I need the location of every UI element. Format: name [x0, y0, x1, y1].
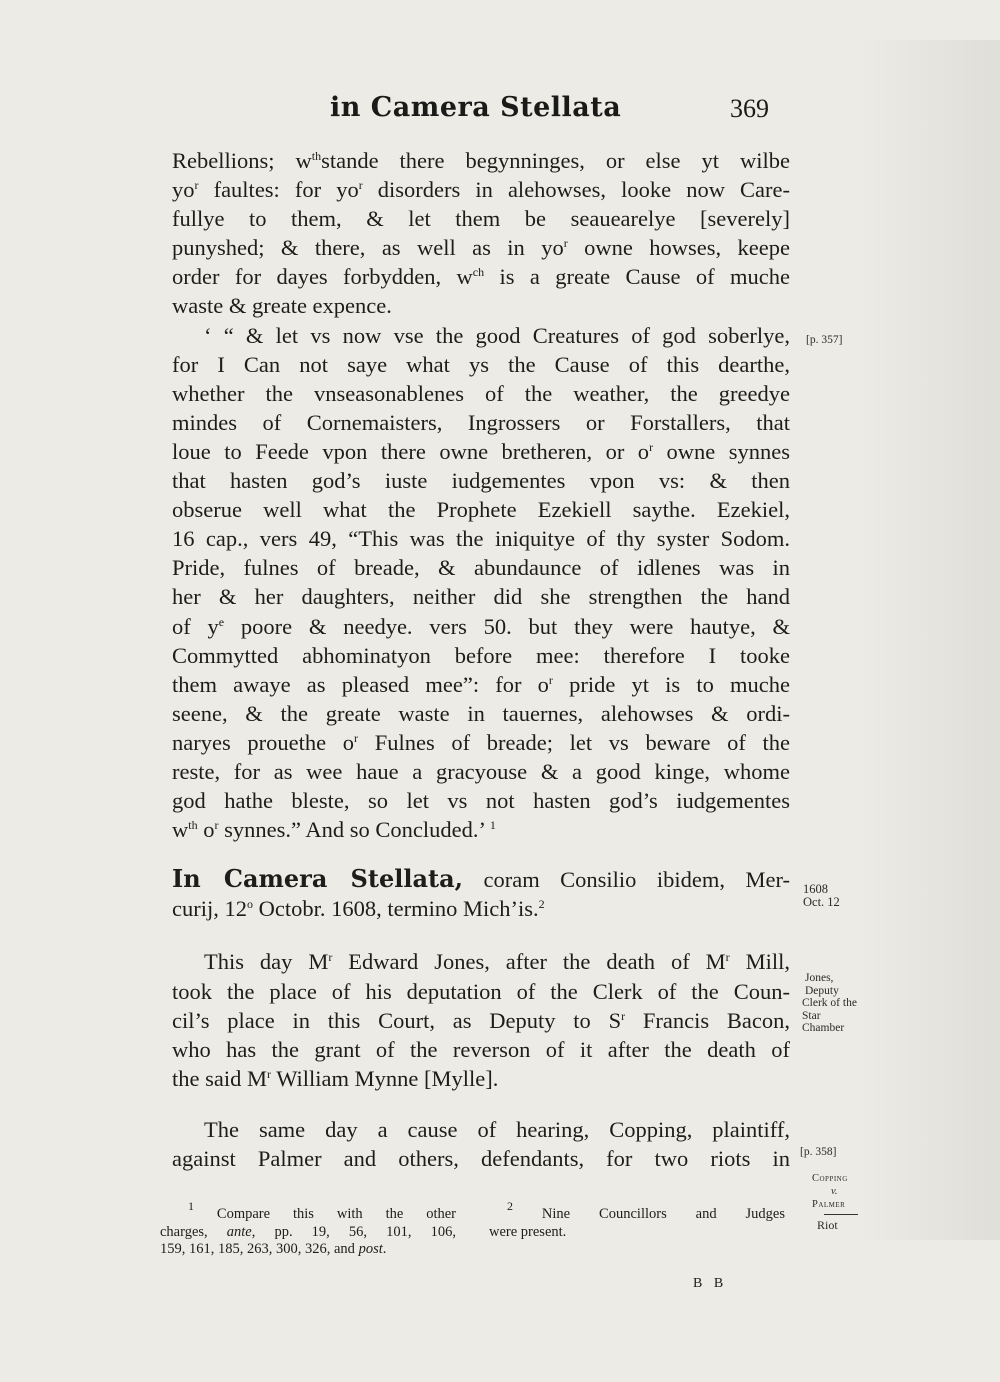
- text-line: obserue well what the Prophete Ezekiell saythe. Ezekiel,: [172, 497, 790, 523]
- text-line: god hathe bleste, so let vs not hasten god’s iudgementes: [172, 788, 790, 814]
- body-text: [172, 146, 790, 1173]
- text-line: the said $M^r$ William Mynne [Mylle].: [172, 1065, 499, 1091]
- text-line: who has the grant of the reverson of it after the death of: [172, 1036, 790, 1062]
- text-line: took the place of his deputation of the Clerk of the Coun-: [172, 978, 790, 1004]
- text-line: loue to Feede vpon there owne bretheren, or $o^r$ owne synnes: [172, 438, 791, 464]
- text-line: cil’s place in this Court, as Deputy to $S^r$ Francis Bacon,: [172, 1007, 790, 1033]
- paragraph: [172, 321, 790, 845]
- text-line: order for dayes forbydden, $w^{ch}$ is a greate Cause of muche: [172, 264, 790, 290]
- text-line: for I Can not saye what ys the Cause of this dearthe,: [172, 351, 790, 377]
- margin-note-page-ref: [p. 358]: [800, 1146, 837, 1158]
- text-line: curij, 12$^o$ Octobr. 1608, termino Mich’is.$^2$: [172, 896, 545, 922]
- text-line: $yo^r$ faultes: for $yo^r$ disorders in alehowses, looke now Care-: [172, 177, 790, 203]
- paragraph: [172, 146, 790, 321]
- text-line: punyshed; & there, as well as in $yo^r$ owne howses, keepe: [172, 235, 791, 261]
- text-line: fullye to them, & let them be seauearelye [severely]: [172, 206, 790, 232]
- paragraph: [172, 947, 790, 1092]
- text-line: against Palmer and others, defendants, for two riots in: [172, 1146, 790, 1171]
- margin-note-jones: Jones, Deputy Clerk of the Star Chamber: [802, 972, 857, 1034]
- margin-note-page-ref: [p. 357]: [806, 334, 843, 346]
- text-line: ‘ “ & let vs now vse the good Creatures of god soberlye,: [204, 322, 790, 348]
- section-heading-paragraph: [172, 864, 790, 923]
- text-line: Commytted abhominatyon before mee: therefore I tooke: [172, 642, 790, 668]
- running-head-title: in Camera Stellata: [330, 92, 622, 123]
- text-line: of $y^e$ poore & needye. vers 50. but they were hautye, &: [172, 613, 791, 639]
- footnote: $^1$ Compare this with the other charges, ante, pp. 19, 56, 101, 106, 159, 161, 185, 263, 300, 326, and post.: [160, 1199, 456, 1257]
- page-number: 369: [730, 94, 769, 123]
- margin-note-case: Copping v. Palmer Riot: [812, 1172, 858, 1232]
- text-line: her & her daughters, neither did she strengthen the hand: [172, 584, 790, 610]
- text-line: Pride, fulnes of breade, & abundaunce of idlenes was in: [172, 555, 790, 581]
- divider: [824, 1214, 858, 1215]
- text-line: The same day a cause of hearing, Copping, plaintiff,: [204, 1116, 790, 1142]
- text-line: Rebellions; $w^{th}stande$ there begynninges, or else yt wilbe: [172, 148, 790, 173]
- running-head: [0, 92, 1000, 132]
- text-line: seene, & the greate waste in tauernes, alehowses & ordi-: [172, 700, 790, 726]
- text-line: $w^{th}$ $o^r$ synnes.” And so Concluded.’ $^1$: [172, 817, 496, 843]
- text-line: them awaye as pleased mee”: for $o^r$ pride yt is to muche: [172, 671, 790, 697]
- text-line: 16 cap., vers 49, “This was the iniquitye of thy syster Sodom.: [172, 526, 790, 552]
- show-through-shadow: [860, 40, 1000, 1240]
- text-line: waste & greate expence.: [172, 293, 392, 319]
- paragraph: [172, 1115, 790, 1173]
- text-line: that hasten god’s iuste iudgementes vpon vs: & then: [172, 468, 790, 494]
- signature-mark: B B: [693, 1276, 728, 1291]
- text-line: mindes of Cornemaisters, Ingrossers or Forstallers, that: [172, 409, 790, 435]
- footnote: $^2$ Nine Councillors and Judges were present.: [489, 1199, 785, 1240]
- text-line: In Camera Stellata, coram Consilio ibidem, Mer-: [172, 864, 790, 894]
- text-line: whether the vnseasonablenes of the weather, the greedye: [172, 380, 790, 406]
- margin-note-date: 1608 Oct. 12: [803, 882, 840, 909]
- text-line: naryes prouethe $o^r$ Fulnes of breade; let vs beware of the: [172, 729, 790, 755]
- text-line: reste, for as wee haue a gracyouse & a good kinge, whome: [172, 758, 790, 784]
- text-line: This day $M^r$ Edward Jones, after the death of $M^r$ Mill,: [204, 949, 790, 975]
